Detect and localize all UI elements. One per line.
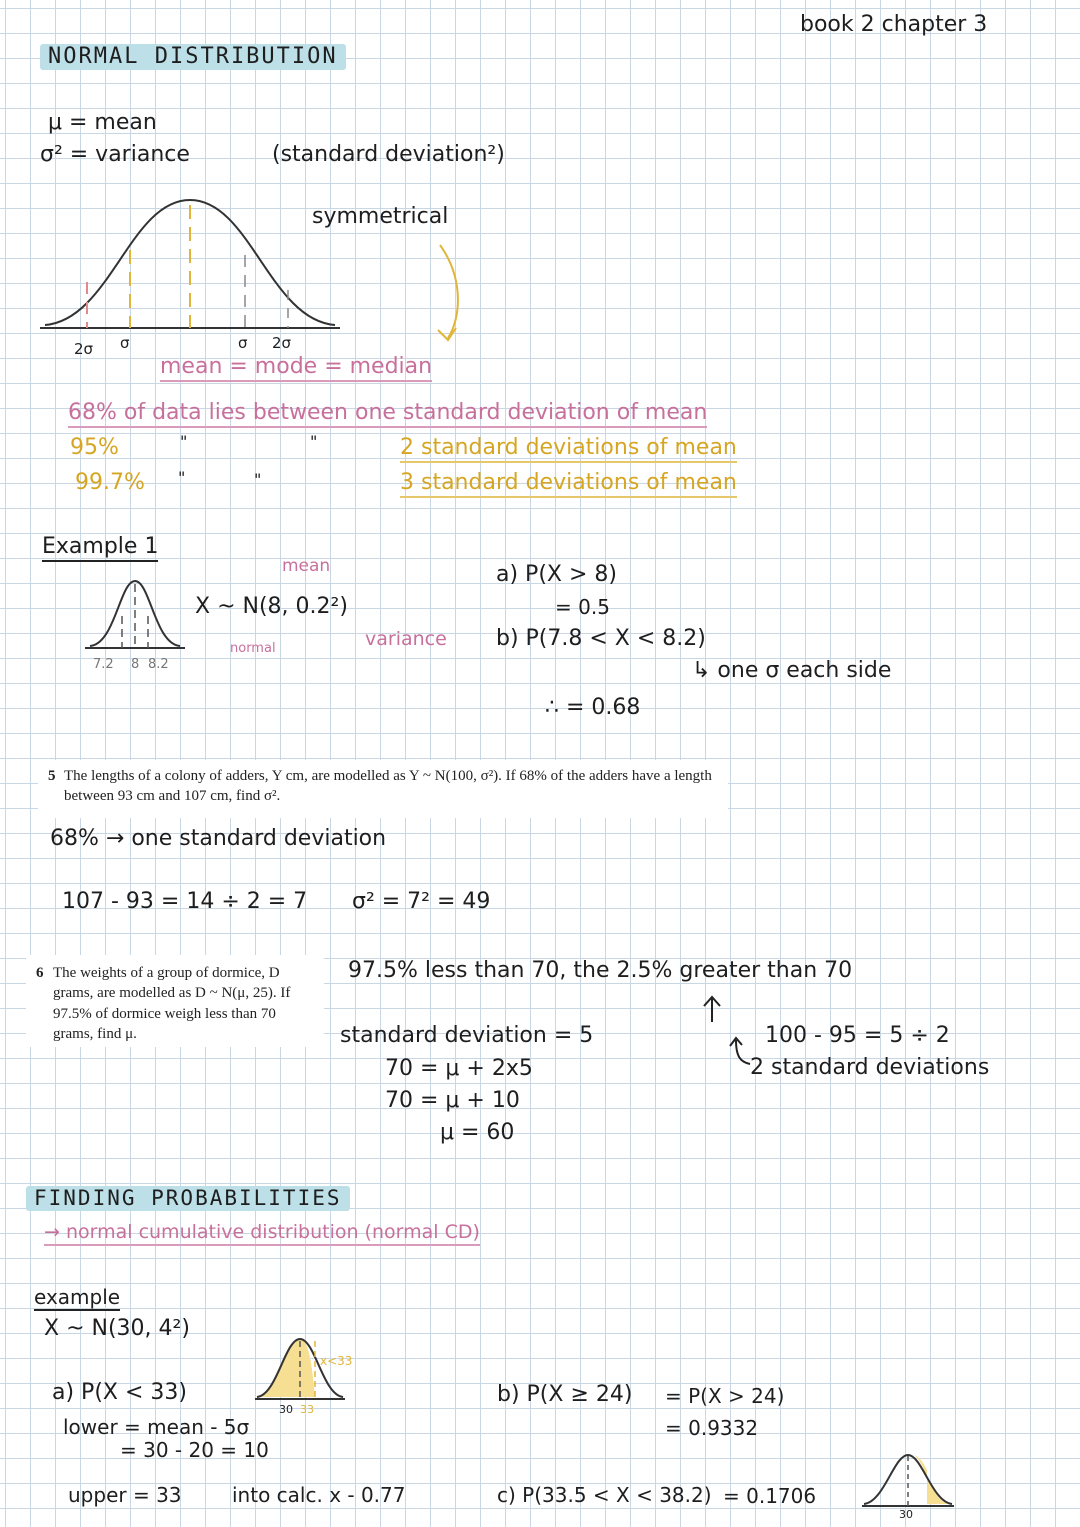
variance-definition: σ² = variance: [40, 142, 190, 167]
example1-part-b-answer: ∴ = 0.68: [545, 695, 641, 720]
example1-part-b-note: ↳ one σ each side: [692, 658, 892, 683]
curve-label: 33: [300, 1403, 314, 1416]
section-title-finding-probabilities: FINDING PROBABILITIES: [26, 1186, 350, 1211]
mu-definition: μ = mean: [48, 110, 157, 135]
example2-distribution: X ~ N(30, 4²): [44, 1316, 190, 1341]
rule-997-pct: 99.7%: [75, 470, 145, 495]
q6-side-calc: 100 - 95 = 5 ÷ 2: [765, 1023, 950, 1048]
section2-subtitle: → normal cumulative distribution (normal CD): [44, 1223, 480, 1246]
mean-annotation: mean: [282, 556, 331, 576]
ditto-mark: ": [310, 432, 318, 451]
example2-part-c-answer: = 0.1706: [723, 1484, 817, 1508]
rule-95-text: 2 standard deviations of mean: [400, 437, 737, 463]
question-5-text: The lengths of a colony of adders, Y cm, are modelled as Y ~ N(100, σ²). If 68% of the adders have a length between 93 cm and 107 cm, find σ².: [64, 768, 712, 805]
curve-label: 30: [899, 1508, 913, 1521]
axis-label-minus-sigma: σ: [120, 334, 130, 352]
q6-equation2: 70 = μ + 10: [385, 1088, 520, 1113]
example1-distribution: X ~ N(8, 0.2²): [195, 594, 348, 619]
axis-label-plus-sigma: σ: [238, 334, 248, 352]
ditto-mark: ": [180, 432, 188, 451]
example2-calc: into calc. x - 0.77: [232, 1483, 406, 1507]
normal-curve-diagram: [40, 190, 340, 360]
axis-label-minus-2sigma: 2σ: [74, 340, 94, 358]
curve-label: 8: [131, 657, 140, 672]
question-6-box: [26, 955, 324, 1047]
rule-95-pct: 95%: [70, 435, 119, 460]
q6-equation3: μ = 60: [440, 1120, 515, 1145]
example1-part-a: a) P(X > 8): [496, 562, 617, 587]
q6-working-line1: 97.5% less than 70, the 2.5% greater than 70: [348, 958, 853, 983]
example2-part-b: b) P(X ≥ 24): [497, 1382, 633, 1407]
example2c-curve: [862, 1450, 954, 1508]
q5-working-line2: 107 - 93 = 14 ÷ 2 = 7: [62, 889, 308, 914]
section-title-normal-distribution: NORMAL DISTRIBUTION: [40, 44, 346, 70]
curve-label: 30: [279, 1403, 293, 1416]
example1-curve: [85, 576, 185, 656]
example1-title: Example 1: [42, 536, 158, 562]
example2-lower: lower = mean - 5σ: [63, 1415, 250, 1439]
example2-lower-calc: = 30 - 20 = 10: [120, 1438, 269, 1462]
rule-997-text: 3 standard deviations of mean: [400, 472, 737, 498]
question-5-box: [38, 760, 728, 818]
q6-standard-deviation: standard deviation = 5: [340, 1023, 594, 1048]
variance-annotation: variance: [365, 628, 447, 650]
curve-label-x-less-33: x<33: [320, 1354, 353, 1368]
q6-side-note: 2 standard deviations: [750, 1055, 990, 1080]
curve-label: 7.2: [93, 657, 114, 672]
question-number: 5: [48, 768, 56, 784]
q6-equation1: 70 = μ + 2x5: [385, 1056, 533, 1081]
example2-part-a: a) P(X < 33): [52, 1380, 187, 1405]
example1-part-b: b) P(7.8 < X < 8.2): [496, 626, 706, 651]
example2-part-c: c) P(33.5 < X < 38.2): [497, 1483, 712, 1507]
up-arrow-icon: [700, 994, 730, 1024]
example2-upper: upper = 33: [68, 1483, 182, 1507]
mean-mode-median: mean = mode = median: [160, 356, 432, 382]
arrow-icon: [420, 240, 480, 350]
variance-note: (standard deviation²): [272, 142, 505, 167]
example1-part-a-answer: = 0.5: [555, 595, 610, 619]
curve-label: 8.2: [148, 657, 169, 672]
ditto-mark: ": [254, 470, 262, 489]
symmetrical-label: symmetrical: [312, 204, 449, 229]
q5-working-line1: 68% → one standard deviation: [50, 826, 387, 851]
q5-working-line3: σ² = 7² = 49: [352, 889, 491, 914]
question-6-text: The weights of a group of dormice, D grams, are modelled as D ~ N(μ, 25). If 97.5% of dormice weigh less than 70 grams, find μ.: [53, 965, 291, 1042]
example2-part-b-eq: = P(X > 24): [665, 1384, 785, 1408]
example2-curve: [255, 1335, 345, 1405]
question-number: 6: [36, 965, 44, 981]
example2-part-b-answer: = 0.9332: [665, 1416, 759, 1440]
example2-label: example: [34, 1285, 121, 1309]
ditto-mark: ": [178, 468, 186, 487]
rule-68: 68% of data lies between one standard deviation of mean: [68, 402, 707, 428]
axis-label-plus-2sigma: 2σ: [272, 334, 292, 352]
book-reference: book 2 chapter 3: [800, 12, 988, 37]
normal-annotation: normal: [230, 641, 276, 656]
